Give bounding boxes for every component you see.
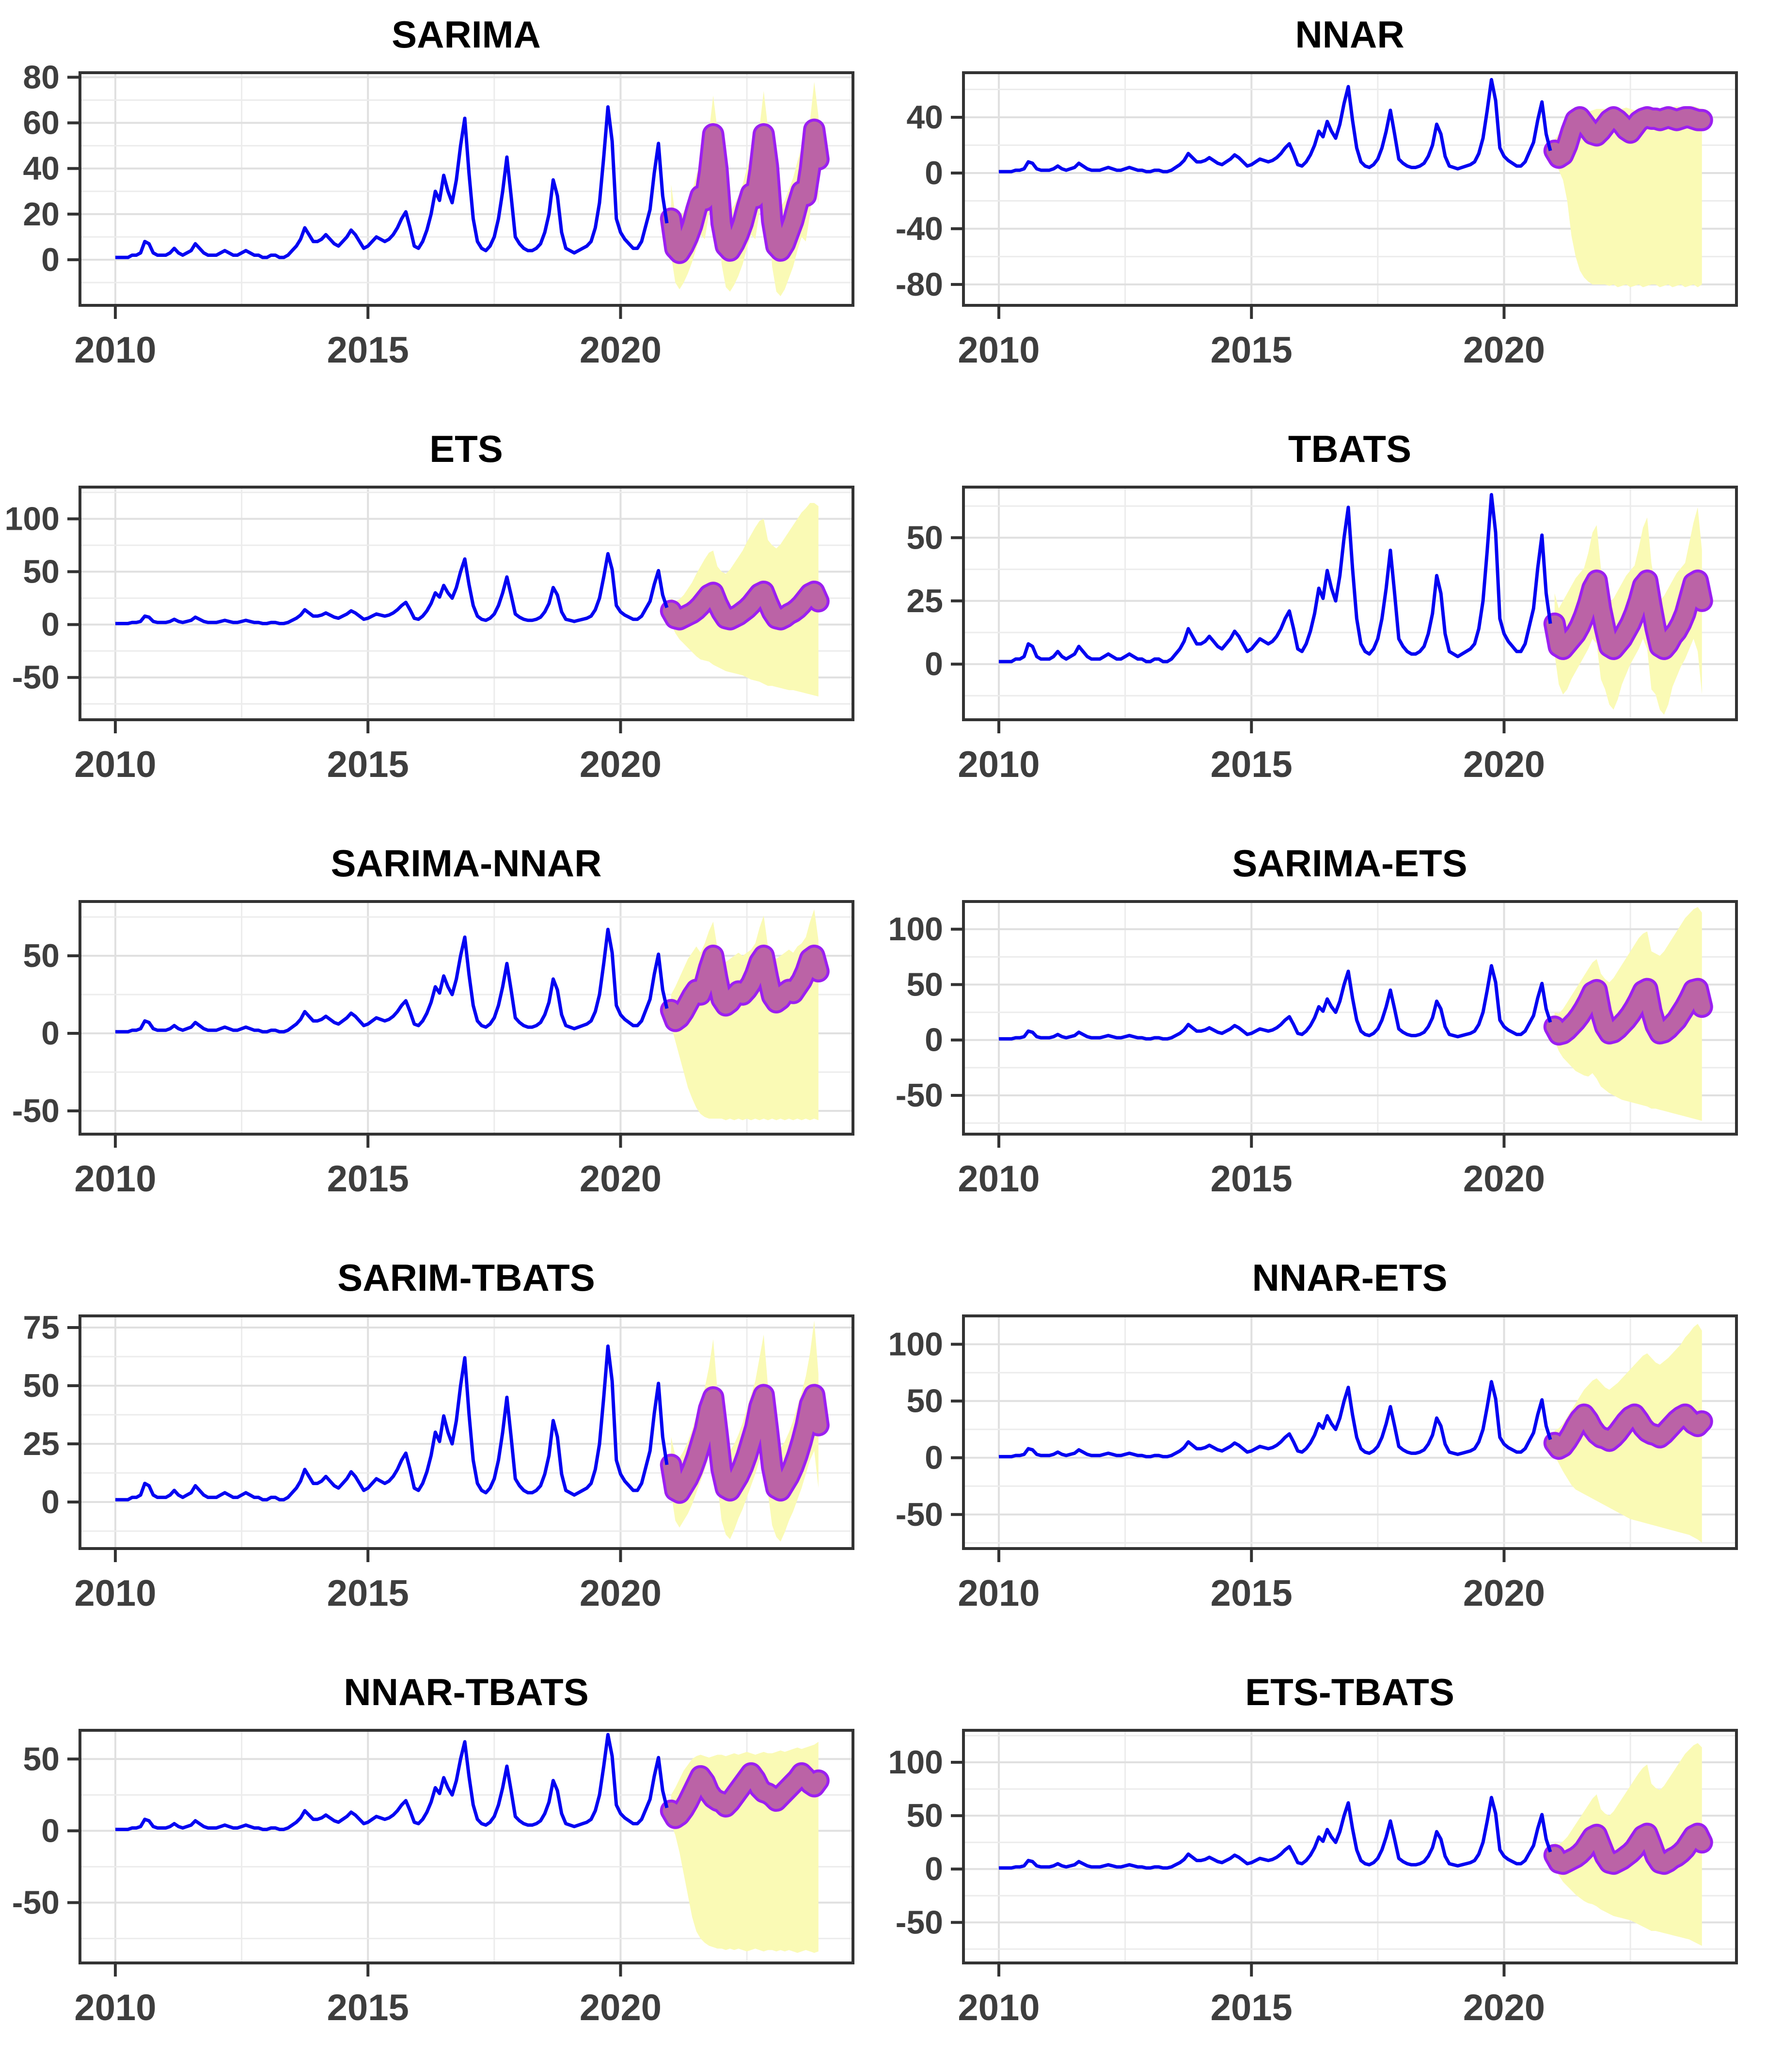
panel-sarima xyxy=(0,0,884,414)
y-tick-label: 50 xyxy=(23,1740,60,1778)
nnar-ets-chart xyxy=(884,1243,1767,1658)
x-tick-label: 2015 xyxy=(1210,1987,1293,2028)
y-tick-label: -40 xyxy=(895,210,943,247)
history-line xyxy=(115,1346,667,1500)
x-tick-label: 2010 xyxy=(74,1158,157,1200)
y-tick-label: 0 xyxy=(925,1439,943,1476)
x-tick-label: 2010 xyxy=(74,330,157,371)
x-tick-label: 2010 xyxy=(958,1987,1040,2028)
panel-ets xyxy=(0,414,884,829)
x-tick-label: 2015 xyxy=(1210,1573,1293,1614)
y-tick-label: 0 xyxy=(41,241,60,278)
y-tick-label: 0 xyxy=(925,154,943,191)
panel-title: SARIMA xyxy=(392,13,541,56)
x-tick-label: 2020 xyxy=(579,1573,662,1614)
panel-title: TBATS xyxy=(1288,427,1412,470)
y-tick-label: 60 xyxy=(23,104,60,142)
x-tick-label: 2015 xyxy=(327,1158,409,1200)
y-tick-label: -80 xyxy=(895,266,943,303)
sarima-nnar-chart xyxy=(0,829,884,1243)
x-tick-label: 2015 xyxy=(1210,744,1293,785)
y-tick-label: 50 xyxy=(906,1382,943,1420)
y-tick-label: 100 xyxy=(888,1326,943,1363)
plot-area xyxy=(12,902,853,1200)
x-tick-label: 2010 xyxy=(958,330,1040,371)
y-tick-label: 20 xyxy=(23,195,60,233)
y-tick-label: 0 xyxy=(925,646,943,683)
panel-sarima-ets xyxy=(884,829,1767,1243)
x-tick-label: 2015 xyxy=(1210,330,1293,371)
sarim-tbats-chart xyxy=(0,1243,884,1658)
y-tick-label: 75 xyxy=(23,1309,60,1346)
panel-nnar-tbats xyxy=(0,1658,884,2072)
panel-nnar xyxy=(884,0,1767,414)
y-tick-label: 0 xyxy=(41,1015,60,1052)
x-tick-label: 2010 xyxy=(74,1573,157,1614)
history-line xyxy=(999,495,1550,662)
panel-sarim-tbats xyxy=(0,1243,884,1658)
x-tick-label: 2010 xyxy=(958,1573,1040,1614)
panel-sarima-nnar xyxy=(0,829,884,1243)
y-tick-label: 50 xyxy=(906,519,943,556)
x-tick-label: 2010 xyxy=(74,744,157,785)
plot-area xyxy=(888,1316,1736,1614)
y-tick-label: 50 xyxy=(23,937,60,974)
y-tick-label: 50 xyxy=(23,553,60,590)
panel-title: SARIM-TBATS xyxy=(337,1256,595,1299)
y-tick-label: 100 xyxy=(888,911,943,948)
x-tick-label: 2020 xyxy=(1463,1158,1545,1200)
y-tick-label: -50 xyxy=(895,1496,943,1533)
plot-area xyxy=(896,73,1736,371)
history-line xyxy=(115,1735,667,1830)
y-tick-label: -50 xyxy=(12,1884,60,1921)
x-tick-label: 2015 xyxy=(1210,1158,1293,1200)
history-line xyxy=(115,107,667,258)
panel-tbats xyxy=(884,414,1767,829)
panel-title: ETS xyxy=(429,427,503,470)
plot-area xyxy=(888,1730,1736,2028)
x-tick-label: 2020 xyxy=(1463,1573,1545,1614)
history-line xyxy=(115,554,667,623)
x-tick-label: 2015 xyxy=(327,1573,409,1614)
x-tick-label: 2020 xyxy=(1463,1987,1545,2028)
plot-area xyxy=(23,1309,853,1614)
panel-title: NNAR-ETS xyxy=(1252,1256,1448,1299)
ets-tbats-chart xyxy=(884,1658,1767,2072)
plot-area xyxy=(888,902,1736,1200)
sarima-chart xyxy=(0,0,884,414)
x-tick-label: 2015 xyxy=(327,1987,409,2028)
nnar-tbats-chart xyxy=(0,1658,884,2072)
panel-title: ETS-TBATS xyxy=(1245,1671,1454,1713)
y-tick-label: 40 xyxy=(23,150,60,187)
y-tick-label: 40 xyxy=(906,98,943,136)
nnar-chart xyxy=(884,0,1767,414)
y-tick-label: -50 xyxy=(895,1077,943,1114)
y-tick-label: 50 xyxy=(906,966,943,1003)
y-tick-label: 0 xyxy=(41,1812,60,1850)
history-line xyxy=(999,79,1550,172)
history-line xyxy=(115,930,667,1032)
x-tick-label: 2020 xyxy=(579,1987,662,2028)
x-tick-label: 2015 xyxy=(327,744,409,785)
y-tick-label: 0 xyxy=(925,1851,943,1888)
y-tick-label: -50 xyxy=(12,1092,60,1129)
history-line xyxy=(999,1798,1550,1868)
x-tick-label: 2020 xyxy=(579,1158,662,1200)
y-tick-label: 25 xyxy=(906,582,943,619)
x-tick-label: 2020 xyxy=(1463,744,1545,785)
x-tick-label: 2010 xyxy=(958,1158,1040,1200)
x-tick-label: 2015 xyxy=(327,330,409,371)
plot-area xyxy=(906,487,1736,785)
panel-title: SARIMA-NNAR xyxy=(331,842,602,885)
history-line xyxy=(999,1382,1550,1457)
y-tick-label: 0 xyxy=(925,1021,943,1059)
y-tick-label: 100 xyxy=(888,1744,943,1781)
x-tick-label: 2020 xyxy=(579,330,662,371)
x-tick-label: 2020 xyxy=(579,744,662,785)
y-tick-label: 0 xyxy=(41,1484,60,1520)
panel-ets-tbats xyxy=(884,1658,1767,2072)
y-tick-label: 100 xyxy=(4,500,60,538)
panel-title: NNAR-TBATS xyxy=(344,1671,589,1713)
panel-nnar-ets xyxy=(884,1243,1767,1658)
history-line xyxy=(999,966,1550,1039)
forecast-inner-band xyxy=(671,1395,819,1493)
y-tick-label: -50 xyxy=(895,1904,943,1941)
panel-title: NNAR xyxy=(1295,13,1404,56)
y-tick-label: 0 xyxy=(41,606,60,643)
tbats-chart xyxy=(884,414,1767,829)
y-tick-label: 50 xyxy=(906,1797,943,1835)
y-tick-label: 80 xyxy=(23,59,60,96)
y-tick-label: 50 xyxy=(23,1367,60,1404)
x-tick-label: 2020 xyxy=(1463,330,1545,371)
y-tick-label: 25 xyxy=(23,1425,60,1462)
panel-title: SARIMA-ETS xyxy=(1232,842,1467,885)
sarima-ets-chart xyxy=(884,829,1767,1243)
plot-area xyxy=(12,1730,853,2028)
x-tick-label: 2010 xyxy=(74,1987,157,2028)
plot-area xyxy=(5,487,853,785)
x-tick-label: 2010 xyxy=(958,744,1040,785)
y-tick-label: -50 xyxy=(12,659,60,696)
ets-chart xyxy=(0,414,884,829)
plot-area xyxy=(23,59,853,371)
